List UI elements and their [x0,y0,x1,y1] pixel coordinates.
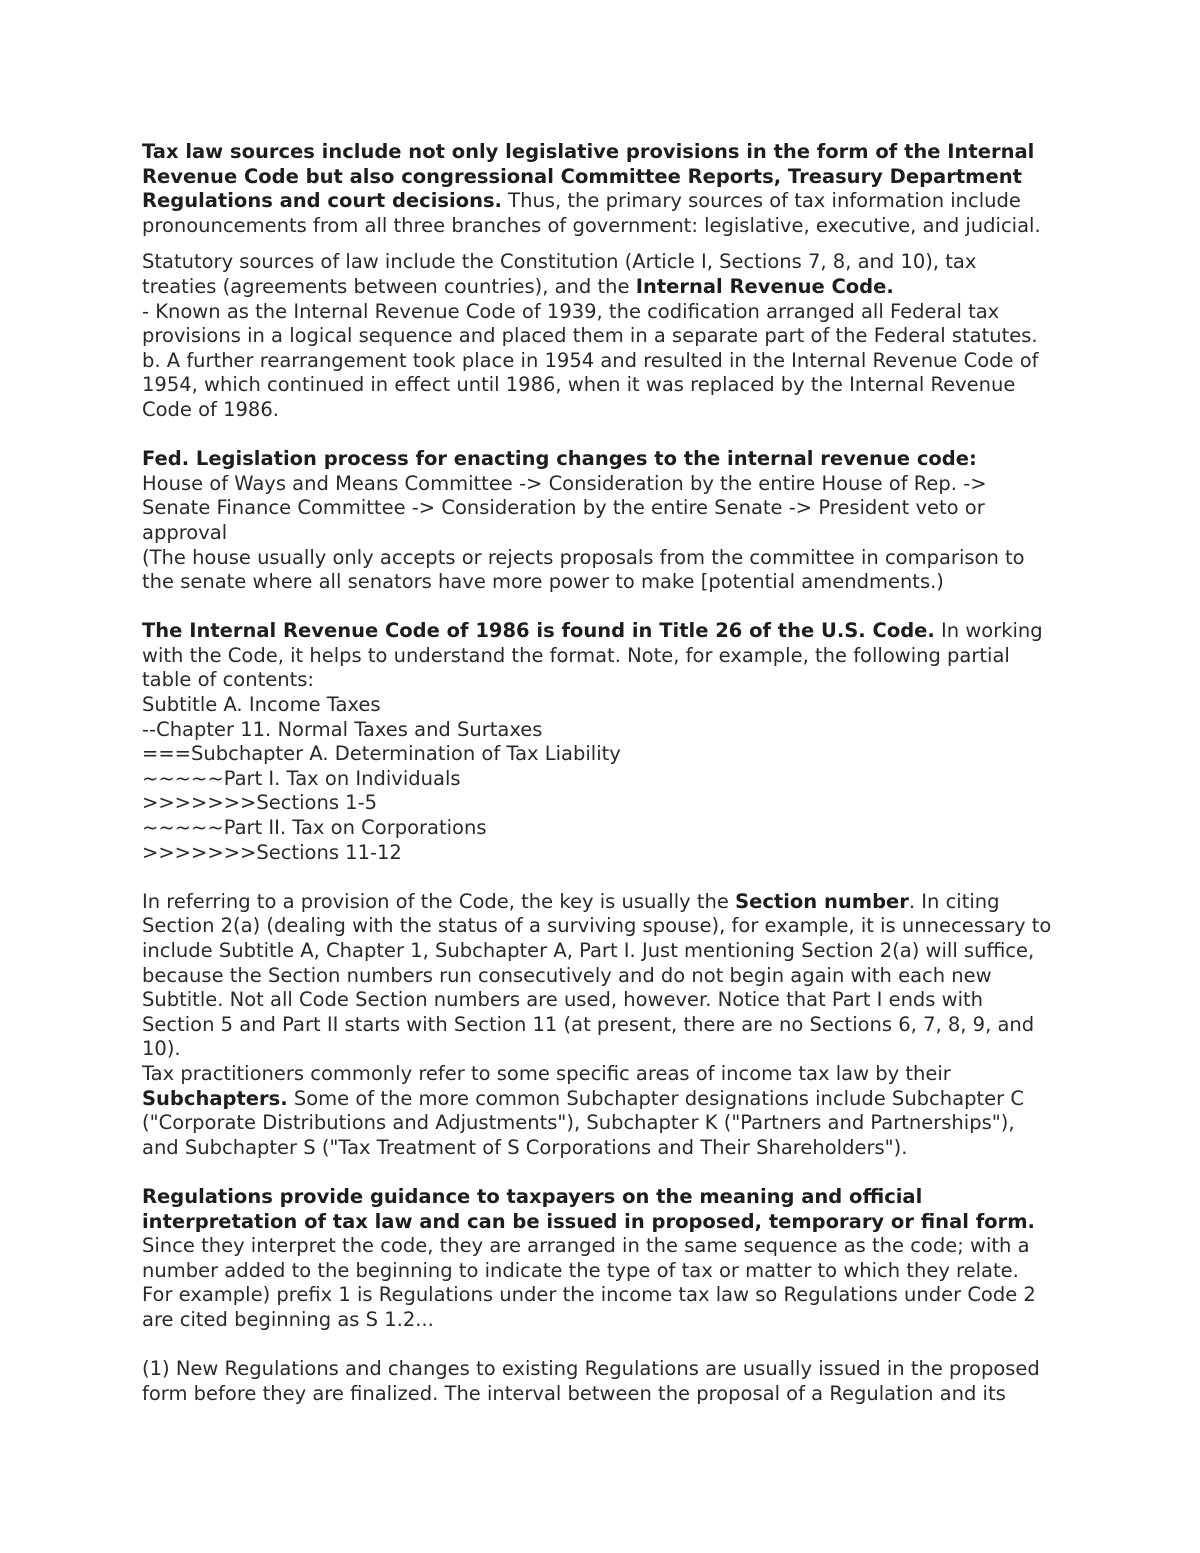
section-line: 10). [142,1037,181,1061]
irc-line: table of contents: [142,668,314,692]
irc-bold-term: Internal Revenue Code. [635,274,894,298]
toc-item: --Chapter 11. Normal Taxes and Surtaxes [142,717,543,741]
toc-item: ~~~~~Part II. Tax on Corporations [142,816,487,840]
paragraph-regulations [142,1185,1062,1333]
document-page [142,140,1062,1406]
section-text: In referring to a provision of the Code, the key is usually the [142,889,736,913]
legislation-heading: Fed. Legislation process for enacting changes to the internal revenue code: [142,447,977,471]
statutory-line: - Known as the Internal Revenue Code of 1939, the codification arranged all Federal tax [142,299,1000,323]
paragraph-new-regulations [142,1357,1062,1406]
legislation-line: approval [142,520,228,544]
irc-title-bold: The Internal Revenue Code of 1986 is found in Title 26 of the U.S. Code. [142,619,935,643]
statutory-line: 1954, which continued in effect until 1986, when it was replaced by the Internal Revenue [142,373,1016,397]
section-line: ("Corporate Distributions and Adjustments"), Subchapter K ("Partners and Partnerships"), [142,1111,1015,1135]
section-line: include Subtitle A, Chapter 1, Subchapter A, Part I. Just mentioning Section 2(a) will suffice, [142,939,1035,962]
toc-item: ===Subchapter A. Determination of Tax Liability [142,742,621,766]
section-line: Tax practitioners commonly refer to some specific areas of income tax law by their [142,1061,951,1085]
statutory-line: provisions in a logical sequence and placed them in a separate part of the Federal statutes. [142,324,1038,348]
table-of-contents [142,693,1062,865]
section-text: . In citing [908,889,1000,913]
legislation-line: Senate Finance Committee -> Consideration by the entire Senate -> President veto or [142,496,985,520]
paragraph-irc-1986 [142,619,1062,865]
legislation-line: (The house usually only accepts or rejects proposals from the committee in comparison to [142,545,1025,569]
toc-item: >>>>>>>Sections 1-5 [142,791,378,815]
subchapters-bold: Subchapters. [142,1086,288,1110]
statutory-line: b. A further rearrangement took place in 1954 and resulted in the Internal Revenue Code of [142,348,1039,372]
irc-line: with the Code, it helps to understand the format. Note, for example, the following partial [142,643,1010,667]
statutory-line: treaties (agreements between countries), and the [142,274,636,298]
section-number-bold: Section number [735,889,909,913]
regulations-line: are cited beginning as S 1.2... [142,1307,434,1331]
section-line: Subtitle. Not all Code Section numbers are used, however. Notice that Part I ends with [142,988,984,1012]
regulations-line: For example) prefix 1 is Regulations under the income tax law so Regulations under Code 2 [142,1283,1036,1307]
toc-item: Subtitle A. Income Taxes [142,693,381,717]
regulations-bold-line: interpretation of tax law and can be issued in proposed, temporary or final form. [142,1209,1035,1233]
regulations-line: Since they interpret the code, they are arranged in the same sequence as the code; with a [142,1234,1030,1258]
section-line: Section 5 and Part II starts with Section 11 (at present, there are no Sections 6, 7, 8, 9, and [142,1012,1035,1036]
statutory-line: Code of 1986. [142,397,279,421]
section-line: and Subchapter S ("Tax Treatment of S Corporations and Their Shareholders"). [142,1135,908,1159]
intro-bold-line-1: Tax law sources include not only legislative provisions in the form of the Internal [142,140,1035,163]
section-line: because the Section numbers run consecutively and do not begin again with each new [142,963,992,987]
paragraph-tax-law-sources [142,140,1062,238]
paragraph-statutory-sources [142,250,1062,422]
regulations-bold-line: Regulations provide guidance to taxpayers on the meaning and official [142,1184,923,1208]
intro-bold-line-2: Revenue Code but also congressional Committee Reports, Treasury Department [142,164,1022,188]
paragraph-section-number [142,890,1062,1161]
intro-bold-line-3: Regulations and court decisions. [142,189,502,213]
regulations-line: number added to the beginning to indicate the type of tax or matter to which they relate. [142,1258,1019,1282]
section-text: Some of the more common Subchapter designations include Subchapter C [287,1086,1024,1110]
irc-text: In working [934,619,1043,643]
intro-text-line: pronouncements from all three branches of government: legislative, executive, and judicial. [142,213,1041,237]
legislation-line: the senate where all senators have more power to make [potential amendments.) [142,570,944,594]
legislation-line: House of Ways and Means Committee -> Consideration by the entire House of Rep. -> [142,471,987,495]
toc-item: ~~~~~Part I. Tax on Individuals [142,766,461,790]
statutory-line: Statutory sources of law include the Constitution (Article I, Sections 7, 8, and 10), tax [142,250,977,274]
toc-item: >>>>>>>Sections 11-12 [142,840,402,864]
section-line: Section 2(a) (dealing with the status of a surviving spouse), for example, it is unnecessary to [142,914,1052,938]
new-regulations-line: (1) New Regulations and changes to existing Regulations are usually issued in the proposed [142,1357,1040,1381]
paragraph-legislation-process [142,447,1062,595]
new-regulations-line: form before they are finalized. The interval between the proposal of a Regulation and its [142,1381,1006,1405]
intro-text: Thus, the primary sources of tax information include [501,189,1021,213]
